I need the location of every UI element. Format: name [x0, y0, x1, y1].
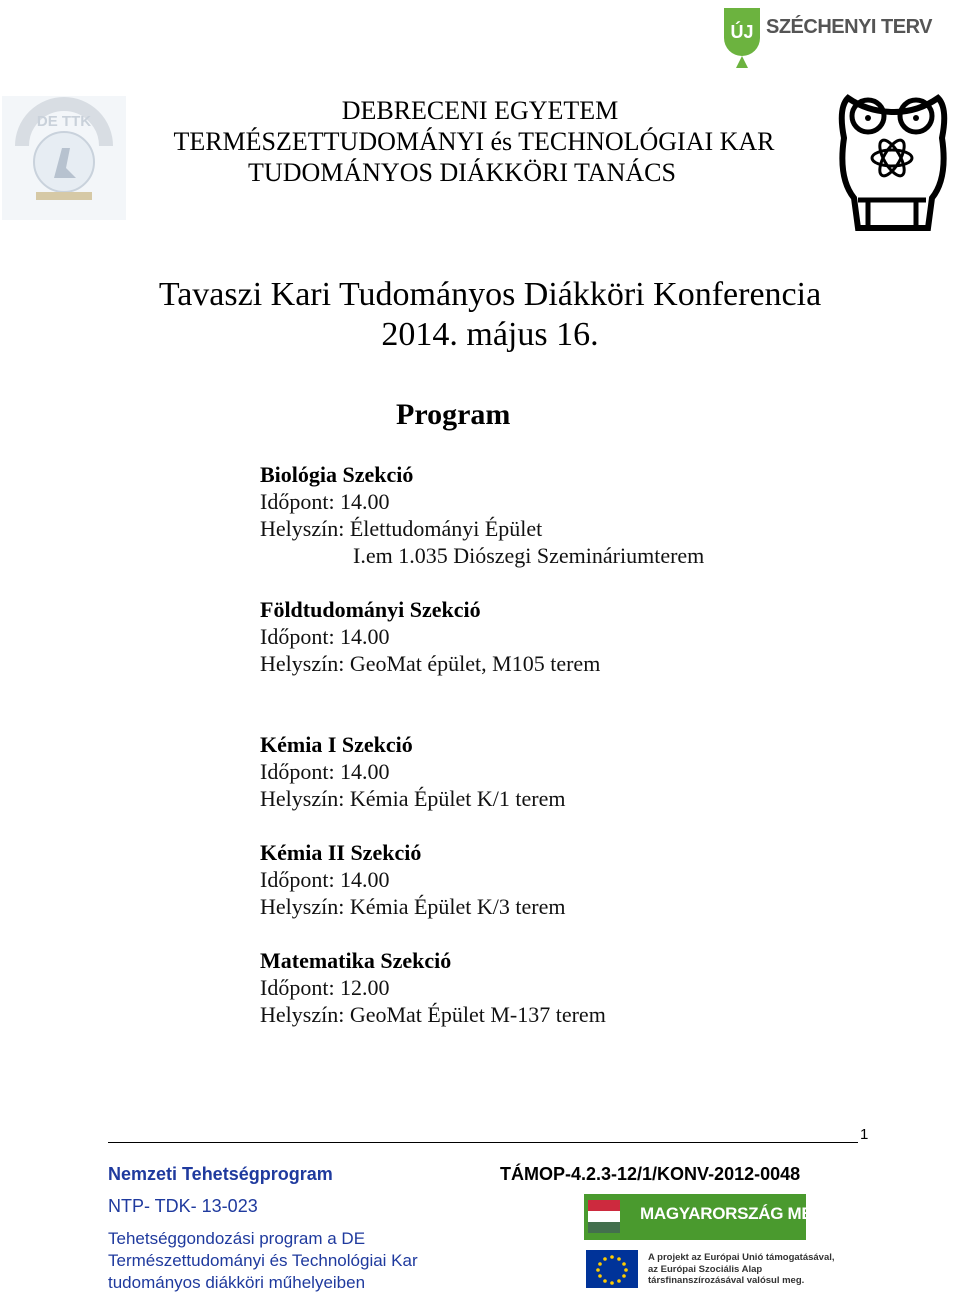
eu-text-line: az Európai Szociális Alap — [648, 1263, 763, 1275]
section-time: Időpont: 14.00 — [260, 759, 390, 784]
header-university: DEBRECENI EGYETEM — [341, 96, 619, 125]
section-time: Időpont: 14.00 — [260, 624, 390, 649]
section-kemia-1 — [260, 731, 565, 812]
section-biologia — [260, 461, 704, 569]
footer-description-line: Természettudományi és Technológiai Kar — [108, 1251, 418, 1270]
hungarian-flag-icon — [588, 1200, 620, 1233]
section-place-detail: I.em 1.035 Diószegi Szemináriumterem — [353, 543, 705, 568]
eu-flag-icon — [586, 1250, 638, 1288]
program-heading: Program — [396, 398, 511, 431]
section-name: Földtudományi Szekció — [260, 597, 481, 622]
section-foldtudomanyi — [260, 596, 600, 677]
footer-rule — [108, 1142, 858, 1143]
book-icon — [36, 192, 92, 200]
eu-funding-text — [648, 1252, 835, 1287]
footer-ntp-code: NTP- TDK- 13-023 — [108, 1196, 258, 1216]
section-name: Kémia I Szekció — [260, 732, 413, 757]
footer-tamop-code: TÁMOP-4.2.3-12/1/KONV-2012-0048 — [500, 1164, 801, 1184]
eu-text-line: A projekt az Európai Unió támogatásával, — [648, 1252, 835, 1263]
section-matematika — [260, 947, 606, 1028]
de-ttk-logo-text: DE TTK — [36, 113, 92, 130]
footer-description-line: tudományos diákköri műhelyeiben — [108, 1273, 366, 1292]
page-number: 1 — [860, 1126, 869, 1143]
eu-text-line: társfinanszírozásával valósul meg. — [648, 1275, 805, 1286]
magyarorszag-megujul-text: MAGYARORSZÁG MEGÚJUL — [640, 1204, 869, 1223]
section-place: Helyszín: Élettudományi Épület — [260, 516, 543, 541]
section-time: Időpont: 14.00 — [260, 489, 390, 514]
szechenyi-terv-text: SZÉCHENYI TERV — [766, 16, 932, 38]
section-name: Biológia Szekció — [260, 462, 414, 487]
section-time: Időpont: 12.00 — [260, 975, 390, 1000]
section-kemia-2 — [260, 839, 565, 920]
footer-description-line: Tehetséggondozási program a DE — [108, 1229, 366, 1248]
section-place: Helyszín: Kémia Épület K/1 terem — [260, 786, 566, 811]
section-name: Matematika Szekció — [260, 948, 452, 973]
section-place: Helyszín: GeoMat Épület M-137 terem — [260, 1002, 606, 1027]
section-place: Helyszín: GeoMat épület, M105 terem — [260, 651, 601, 676]
conference-date: 2014. május 16. — [381, 316, 599, 353]
header-faculty: TERMÉSZETTUDOMÁNYI és TECHNOLÓGIAI KAR — [173, 127, 775, 156]
section-name: Kémia II Szekció — [260, 840, 422, 865]
section-time: Időpont: 14.00 — [260, 867, 390, 892]
footer-description — [108, 1228, 418, 1294]
section-place: Helyszín: Kémia Épület K/3 terem — [260, 894, 566, 919]
header-council: TUDOMÁNYOS DIÁKKÖRI TANÁCS — [248, 158, 676, 187]
szechenyi-badge-text: ÚJ — [730, 22, 754, 42]
conference-title: Tavaszi Kari Tudományos Diákköri Konferencia — [158, 276, 822, 313]
footer-program-name: Nemzeti Tehetségprogram — [108, 1164, 333, 1184]
